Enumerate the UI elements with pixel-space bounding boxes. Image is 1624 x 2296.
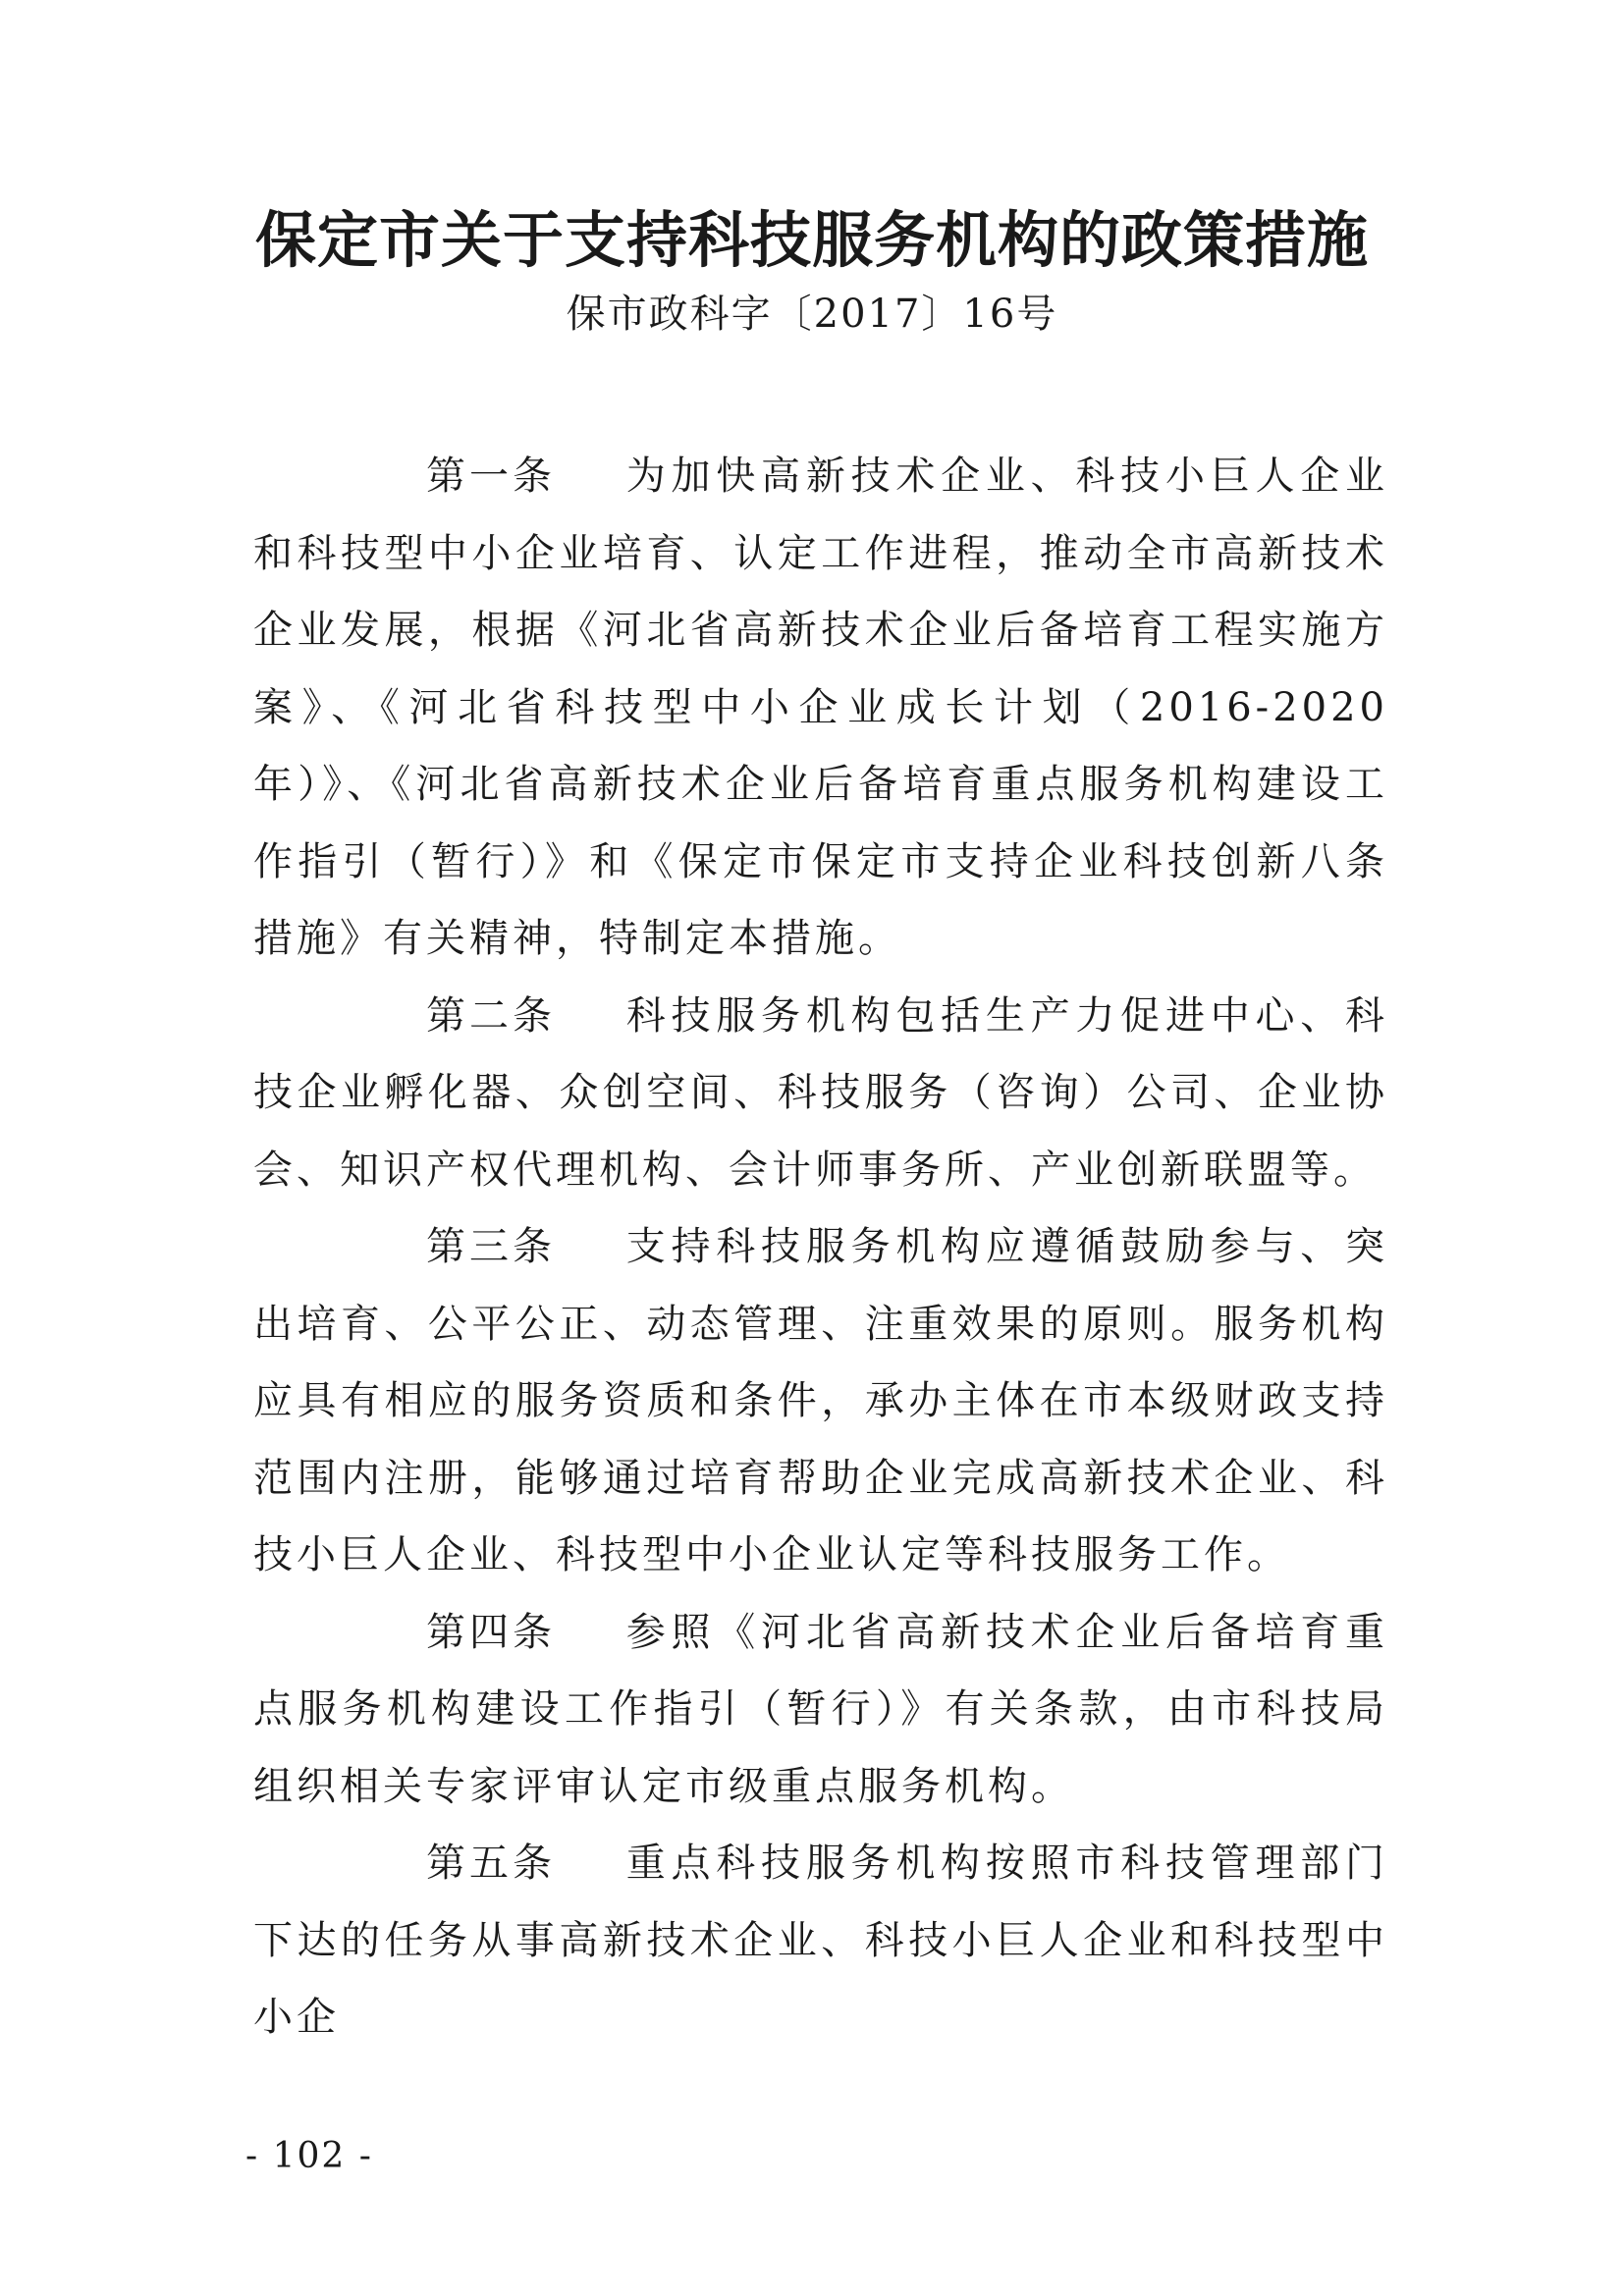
article-label: 第二条: [426, 992, 556, 1039]
article-5: [253, 1825, 1388, 2056]
article-label: 第三条: [426, 1224, 556, 1269]
article-1: [253, 438, 1388, 978]
page-number: - 102 -: [245, 2136, 373, 2176]
document-body: [253, 438, 1388, 2056]
article-text: 参照《河北省高新技术企业后备培育重点服务机构建设工作指引（暂行）》有关条款，由市科技局组织相关专家评审认定市级重点服务机构。: [253, 1609, 1388, 1809]
article-2: [253, 978, 1388, 1209]
document-title: 保定市关于支持科技服务机构的政策措施: [254, 204, 1369, 276]
article-text: 科技服务机构包括生产力促进中心、科技企业孵化器、众创空间、科技服务（咨询）公司、企业协会、知识产权代理机构、会计师事务所、产业创新联盟等。: [253, 992, 1388, 1193]
article-text: 重点科技服务机构按照市科技管理部门下达的任务从事高新技术企业、科技小巨人企业和科技型中小企: [253, 1841, 1388, 2040]
article-text: 支持科技服务机构应遵循鼓励参与、突出培育、公平公正、动态管理、注重效果的原则。服务机构应具有相应的服务资质和条件，承办主体在市本级财政支持范围内注册，能够通过培育帮助企业完成高新技术企业、科技小巨人企业、科技型中小企业认定等科技服务工作。: [253, 1224, 1388, 1577]
document-number: 保市政科字〔2017〕16号: [566, 292, 1058, 337]
article-4: [253, 1594, 1388, 1826]
article-label: 第五条: [426, 1841, 556, 1886]
article-label: 第一条: [426, 454, 556, 499]
article-label: 第四条: [426, 1609, 556, 1655]
article-3: [253, 1208, 1388, 1594]
article-text: 为加快高新技术企业、科技小巨人企业和科技型中小企业培育、认定工作进程，推动全市高新技术企业发展，根据《河北省高新技术企业后备培育工程实施方案》、《河北省科技型中小企业成长计划（2016-2020年）》、《河北省高新技术企业后备培育重点服务机构建设工作指引（暂行）》和《保定市保定市支持企业科技创新八条措施》有关精神，特制定本措施。: [253, 454, 1388, 961]
